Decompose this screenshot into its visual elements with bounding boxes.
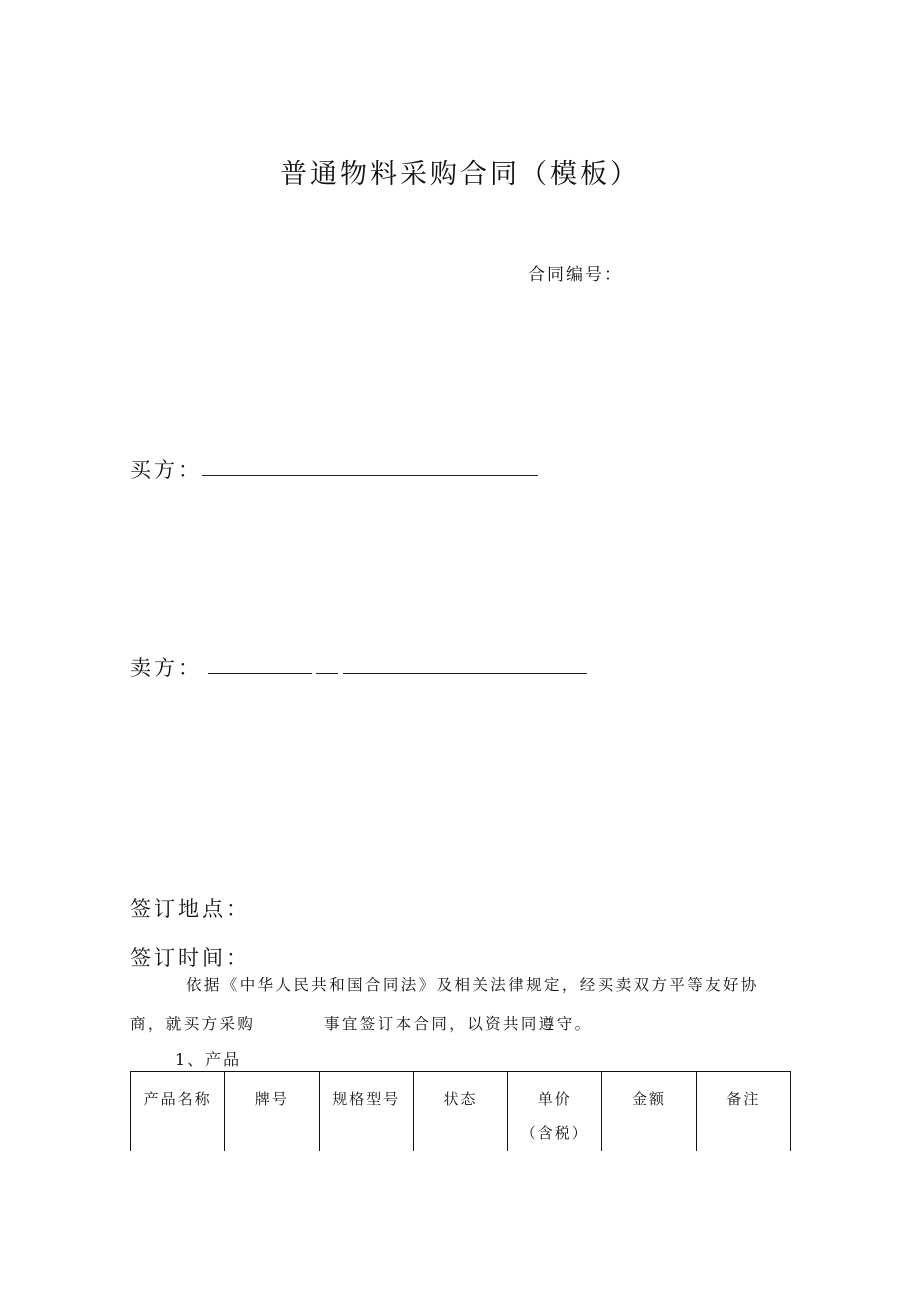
contract-number-label: 合同编号：: [528, 265, 623, 285]
seller-fill-line-3[interactable]: [343, 673, 587, 674]
seller-fill-line-2[interactable]: [316, 673, 338, 674]
preamble-line-2-end: 事宜签订本合同，以资共同遵守。: [324, 1015, 593, 1033]
header-unit-price: [508, 1072, 602, 1152]
product-table: [130, 1071, 791, 1151]
preamble-line-1: 依据《中华人民共和国合同法》及相关法律规定，经买卖双方平等友好协: [186, 976, 759, 994]
seller-fill-line-1[interactable]: [208, 673, 312, 674]
section-heading-products: 1、产品: [175, 1050, 242, 1069]
header-grade: 牌号: [225, 1072, 319, 1152]
document-title: 普通物料采购合同（模板）: [280, 159, 640, 190]
header-unit-price-tax-note: （含税）: [520, 1124, 589, 1142]
signing-place-label: 签订地点：: [130, 897, 250, 921]
buyer-label: 买方：: [130, 458, 202, 482]
seller-label: 卖方：: [130, 656, 202, 680]
table-header-row: [131, 1072, 791, 1152]
header-amount: 金额: [602, 1072, 696, 1152]
header-status: 状态: [413, 1072, 507, 1152]
header-spec-model: 规格型号: [319, 1072, 413, 1152]
header-unit-price-label: 单价: [537, 1090, 572, 1108]
header-remarks: 备注: [696, 1072, 790, 1152]
signing-time-label: 签订时间：: [130, 946, 250, 970]
buyer-fill-line[interactable]: [202, 475, 538, 476]
header-product-name: 产品名称: [131, 1072, 225, 1152]
preamble-line-2-start: 商，就买方采购: [130, 1015, 256, 1033]
